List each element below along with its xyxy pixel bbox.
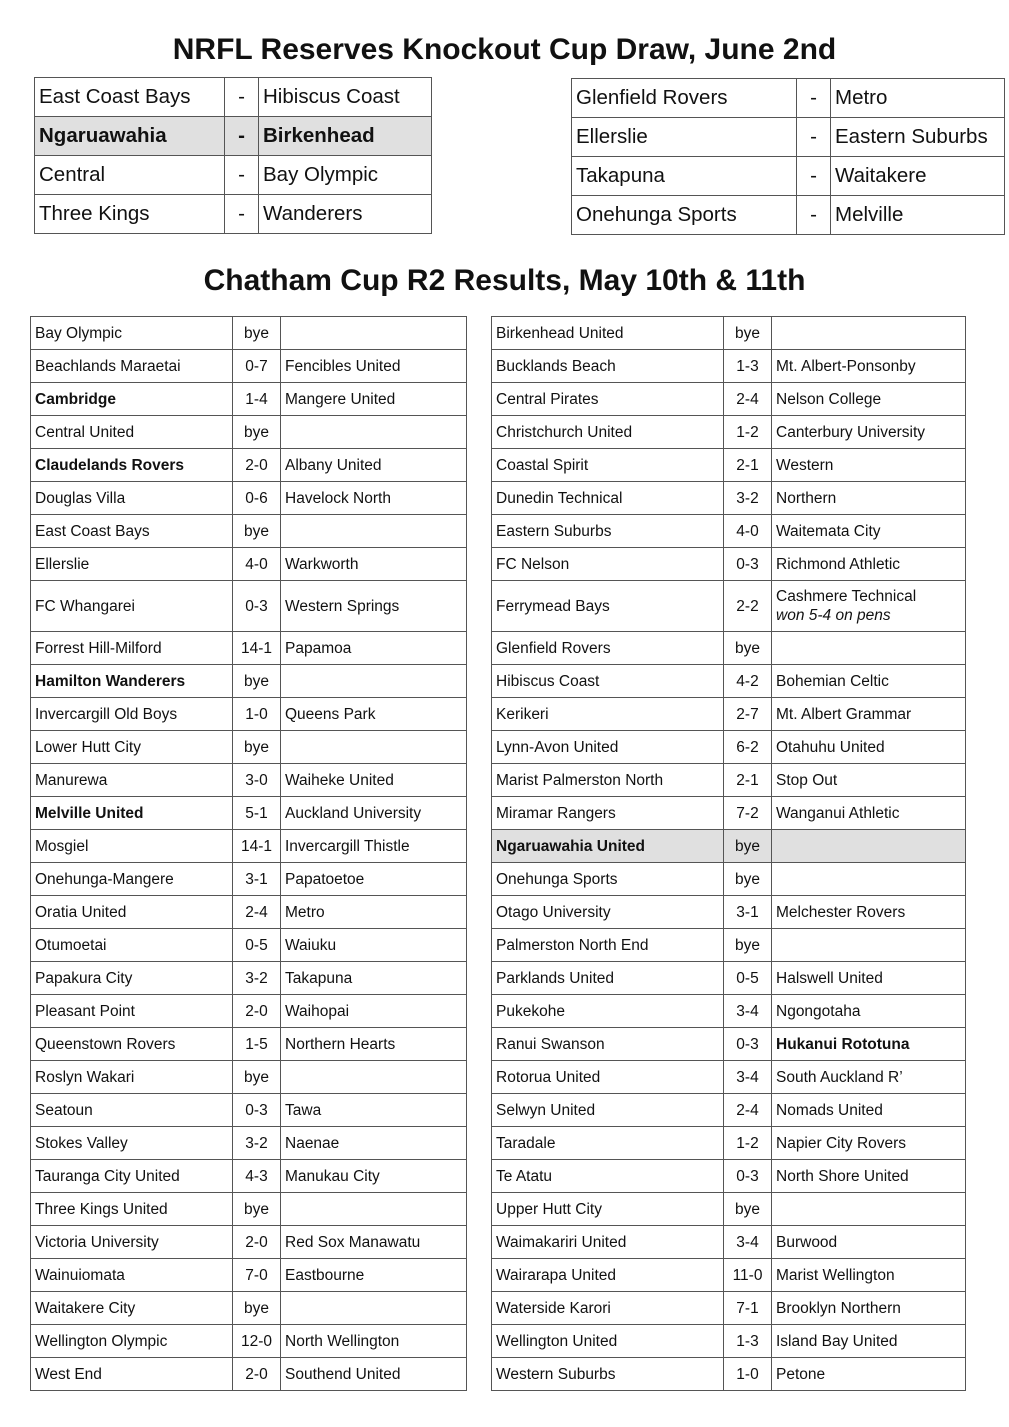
result-row [492,1358,966,1391]
result-row [31,482,467,515]
away-team: Western [772,449,966,482]
result-row [492,632,966,665]
score: 2-1 [724,764,772,797]
result-row [31,929,467,962]
home-team: Hibiscus Coast [492,665,724,698]
away-team: Western Springs [281,581,467,632]
score: bye [233,731,281,764]
result-row [492,1259,966,1292]
draw-title: NRFL Reserves Knockout Cup Draw, June 2nd [172,33,837,66]
home-team: Forrest Hill-Milford [31,632,233,665]
result-row [31,383,467,416]
away-team: Southend United [281,1358,467,1391]
results-table-left [30,316,467,1391]
result-row [31,1193,467,1226]
away-team [772,863,966,896]
home-team: Bucklands Beach [492,350,724,383]
draw-row [35,195,432,234]
result-row [492,863,966,896]
draw-row [572,157,1005,196]
score: 7-1 [724,1292,772,1325]
home-team: Parklands United [492,962,724,995]
away-team: Hukanui Rototuna [772,1028,966,1061]
separator: - [797,157,831,196]
result-row [492,764,966,797]
score: 14-1 [233,830,281,863]
away-team: Warkworth [281,548,467,581]
away-team: Melchester Rovers [772,896,966,929]
away-team: Ngongotaha [772,995,966,1028]
away-team: Brooklyn Northern [772,1292,966,1325]
result-row [31,1358,467,1391]
score: 11-0 [724,1259,772,1292]
home-team: Western Suburbs [492,1358,724,1391]
home-team: Victoria University [31,1226,233,1259]
result-row [31,515,467,548]
home-team: Lower Hutt City [31,731,233,764]
results-table-right [491,316,966,1391]
result-row [31,350,467,383]
score: 7-0 [233,1259,281,1292]
separator: - [797,196,831,235]
home-team: Stokes Valley [31,1127,233,1160]
away-team: Waiheke United [281,764,467,797]
away-team: Island Bay United [772,1325,966,1358]
away-team [772,317,966,350]
result-row [31,665,467,698]
score: 2-1 [724,449,772,482]
away-team: Napier City Rovers [772,1127,966,1160]
result-row-highlighted [492,830,966,863]
away-team: Canterbury University [772,416,966,449]
draw-table-left [34,77,432,234]
score: 2-0 [233,1358,281,1391]
home-team: Manurewa [31,764,233,797]
score: 3-4 [724,995,772,1028]
away-team: Halswell United [772,962,966,995]
home-team: Wellington Olympic [31,1325,233,1358]
score: bye [724,830,772,863]
home-team: Pukekohe [492,995,724,1028]
away-team [772,632,966,665]
result-row [31,962,467,995]
home-team: Ranui Swanson [492,1028,724,1061]
score: 2-4 [724,1094,772,1127]
away-team: Mt. Albert-Ponsonby [772,350,966,383]
away-team [281,665,467,698]
away-team [772,1193,966,1226]
score: 0-6 [233,482,281,515]
result-row [31,797,467,830]
home-team: Miramar Rangers [492,797,724,830]
score: 3-1 [233,863,281,896]
home-team: Glenfield Rovers [492,632,724,665]
home-team: Kerikeri [492,698,724,731]
score: 1-3 [724,1325,772,1358]
score: bye [233,515,281,548]
away-team: Waiuku [281,929,467,962]
score: 1-2 [724,416,772,449]
home-team: Claudelands Rovers [31,449,233,482]
away-team: Metro [281,896,467,929]
away-team: Bohemian Celtic [772,665,966,698]
home-team: Eastern Suburbs [492,515,724,548]
result-row [492,416,966,449]
draw-row [572,79,1005,118]
result-row [492,1226,966,1259]
away-team: Metro [831,79,1005,118]
score: 0-3 [724,1160,772,1193]
result-row [492,548,966,581]
away-team [281,1292,467,1325]
result-row [492,929,966,962]
draw-row [572,196,1005,235]
score: 3-2 [233,1127,281,1160]
result-row [31,863,467,896]
home-team: Christchurch United [492,416,724,449]
score: bye [724,317,772,350]
results-left-body [31,317,467,1391]
home-team: Waimakariri United [492,1226,724,1259]
result-row [31,698,467,731]
away-team: Hibiscus Coast [259,78,432,117]
result-row [492,449,966,482]
away-team [772,830,966,863]
away-team: Waitakere [831,157,1005,196]
home-team: Roslyn Wakari [31,1061,233,1094]
home-team: Central Pirates [492,383,724,416]
score: 0-3 [233,581,281,632]
score: 3-4 [724,1061,772,1094]
results-right-body [492,317,966,1391]
away-team: Manukau City [281,1160,467,1193]
result-row [492,1193,966,1226]
result-row [31,830,467,863]
score: 2-0 [233,449,281,482]
home-team: Queenstown Rovers [31,1028,233,1061]
score: 0-5 [724,962,772,995]
home-team: FC Nelson [492,548,724,581]
home-team: Coastal Spirit [492,449,724,482]
result-row [31,1094,467,1127]
result-row [31,416,467,449]
result-row [492,1292,966,1325]
result-row [492,350,966,383]
result-row [492,1127,966,1160]
home-team: Marist Palmerston North [492,764,724,797]
home-team: Ellerslie [572,118,797,157]
home-team: Central United [31,416,233,449]
score: bye [233,317,281,350]
score: 2-2 [724,581,772,632]
home-team: Upper Hutt City [492,1193,724,1226]
score: bye [724,632,772,665]
home-team: Dunedin Technical [492,482,724,515]
home-team: Mosgiel [31,830,233,863]
away-team [281,317,467,350]
score: 1-0 [724,1358,772,1391]
away-team: Albany United [281,449,467,482]
score: 4-2 [724,665,772,698]
away-team-with-note [772,581,966,632]
result-row [492,896,966,929]
score: 3-4 [724,1226,772,1259]
result-row [31,1028,467,1061]
away-team: Papatoetoe [281,863,467,896]
result-row [31,581,467,632]
separator: - [797,118,831,157]
penalty-note: won 5-4 on pens [776,607,891,624]
score: 7-2 [724,797,772,830]
away-team: North Shore United [772,1160,966,1193]
away-team: Bay Olympic [259,156,432,195]
away-team: Waitemata City [772,515,966,548]
result-row [31,1325,467,1358]
away-team: Wanganui Athletic [772,797,966,830]
home-team: Bay Olympic [31,317,233,350]
score: 4-0 [724,515,772,548]
results-title: Chatham Cup R2 Results, May 10th & 11th [203,264,806,297]
home-team: Taradale [492,1127,724,1160]
away-team: Burwood [772,1226,966,1259]
away-team: Naenae [281,1127,467,1160]
score: bye [724,1193,772,1226]
score: 2-0 [233,995,281,1028]
home-team: Selwyn United [492,1094,724,1127]
away-team: Eastbourne [281,1259,467,1292]
result-row [31,995,467,1028]
home-team: Three Kings United [31,1193,233,1226]
home-team: Onehunga Sports [572,196,797,235]
score: 6-2 [724,731,772,764]
away-team: Wanderers [259,195,432,234]
away-team: Birkenhead [259,117,432,156]
result-row [492,731,966,764]
score: 3-0 [233,764,281,797]
result-row [31,548,467,581]
home-team: Melville United [31,797,233,830]
score: 1-3 [724,350,772,383]
away-team: Northern [772,482,966,515]
score: 1-5 [233,1028,281,1061]
away-team: Takapuna [281,962,467,995]
home-team: Pleasant Point [31,995,233,1028]
home-team: Waterside Karori [492,1292,724,1325]
home-team: Otago University [492,896,724,929]
away-team: Tawa [281,1094,467,1127]
away-team: South Auckland R’ [772,1061,966,1094]
result-row [492,1028,966,1061]
away-team: Queens Park [281,698,467,731]
draw-row [35,78,432,117]
draw-table-right [571,78,1005,235]
home-team: Takapuna [572,157,797,196]
home-team: Rotorua United [492,1061,724,1094]
separator: - [225,117,259,156]
score: 1-2 [724,1127,772,1160]
home-team: Birkenhead United [492,317,724,350]
result-row [492,1061,966,1094]
score: 1-4 [233,383,281,416]
away-team: Cashmere Technical [776,588,917,605]
home-team: Ngaruawahia [35,117,225,156]
result-row [31,317,467,350]
result-row [492,515,966,548]
score: bye [724,863,772,896]
score: 0-5 [233,929,281,962]
home-team: Ellerslie [31,548,233,581]
away-team: Stop Out [772,764,966,797]
draw-row [35,156,432,195]
home-team: Wellington United [492,1325,724,1358]
score: bye [233,665,281,698]
away-team: Fencibles United [281,350,467,383]
away-team: North Wellington [281,1325,467,1358]
result-row [492,698,966,731]
score: 3-2 [233,962,281,995]
away-team: Otahuhu United [772,731,966,764]
home-team: Glenfield Rovers [572,79,797,118]
away-team: Waihopai [281,995,467,1028]
score: 14-1 [233,632,281,665]
score: 0-3 [233,1094,281,1127]
home-team: Three Kings [35,195,225,234]
away-team: Richmond Athletic [772,548,966,581]
score: 12-0 [233,1325,281,1358]
away-team: Papamoa [281,632,467,665]
home-team: Palmerston North End [492,929,724,962]
result-row [492,1160,966,1193]
score: 1-0 [233,698,281,731]
result-row [492,995,966,1028]
home-team: Te Atatu [492,1160,724,1193]
draw-row-highlighted [35,117,432,156]
away-team: Mangere United [281,383,467,416]
home-team: FC Whangarei [31,581,233,632]
result-row [31,632,467,665]
score: 2-4 [233,896,281,929]
result-row [31,896,467,929]
home-team: East Coast Bays [35,78,225,117]
away-team [281,1193,467,1226]
home-team: Seatoun [31,1094,233,1127]
away-team: Invercargill Thistle [281,830,467,863]
home-team: Cambridge [31,383,233,416]
result-row [492,797,966,830]
home-team: Wainuiomata [31,1259,233,1292]
score: 0-3 [724,548,772,581]
away-team: Northern Hearts [281,1028,467,1061]
home-team: Oratia United [31,896,233,929]
away-team [281,1061,467,1094]
away-team [281,515,467,548]
away-team: Nelson College [772,383,966,416]
home-team: Papakura City [31,962,233,995]
away-team: Havelock North [281,482,467,515]
home-team: Hamilton Wanderers [31,665,233,698]
score: 4-0 [233,548,281,581]
away-team [772,929,966,962]
score: 0-7 [233,350,281,383]
score: bye [233,1292,281,1325]
result-row [31,1292,467,1325]
home-team: Central [35,156,225,195]
away-team: Red Sox Manawatu [281,1226,467,1259]
score: 2-0 [233,1226,281,1259]
result-row [31,1259,467,1292]
away-team: Mt. Albert Grammar [772,698,966,731]
home-team: Beachlands Maraetai [31,350,233,383]
score: bye [233,1061,281,1094]
away-team: Eastern Suburbs [831,118,1005,157]
result-row [492,1325,966,1358]
separator: - [225,78,259,117]
home-team: Wairarapa United [492,1259,724,1292]
away-team: Marist Wellington [772,1259,966,1292]
home-team: Onehunga Sports [492,863,724,896]
result-row [492,1094,966,1127]
home-team: Waitakere City [31,1292,233,1325]
separator: - [225,156,259,195]
home-team: East Coast Bays [31,515,233,548]
score: 2-4 [724,383,772,416]
home-team: Tauranga City United [31,1160,233,1193]
away-team: Nomads United [772,1094,966,1127]
score: 4-3 [233,1160,281,1193]
home-team: Otumoetai [31,929,233,962]
result-row [31,1226,467,1259]
away-team [281,416,467,449]
separator: - [797,79,831,118]
away-team [281,731,467,764]
score: 5-1 [233,797,281,830]
home-team: Invercargill Old Boys [31,698,233,731]
result-row [31,731,467,764]
home-team: Ferrymead Bays [492,581,724,632]
away-team: Auckland University [281,797,467,830]
result-row [492,665,966,698]
score: 3-2 [724,482,772,515]
result-row [31,1061,467,1094]
home-team: West End [31,1358,233,1391]
score: bye [233,1193,281,1226]
score: 0-3 [724,1028,772,1061]
result-row [31,764,467,797]
result-row [492,482,966,515]
home-team: Lynn-Avon United [492,731,724,764]
result-row [31,1160,467,1193]
result-row [492,962,966,995]
result-row [492,383,966,416]
home-team: Ngaruawahia United [492,830,724,863]
separator: - [225,195,259,234]
home-team: Douglas Villa [31,482,233,515]
home-team: Onehunga-Mangere [31,863,233,896]
score: bye [724,929,772,962]
away-team: Petone [772,1358,966,1391]
result-row [31,1127,467,1160]
result-row [31,449,467,482]
draw-row [572,118,1005,157]
away-team: Melville [831,196,1005,235]
result-row [492,317,966,350]
score: 3-1 [724,896,772,929]
score: bye [233,416,281,449]
result-row [492,581,966,632]
score: 2-7 [724,698,772,731]
